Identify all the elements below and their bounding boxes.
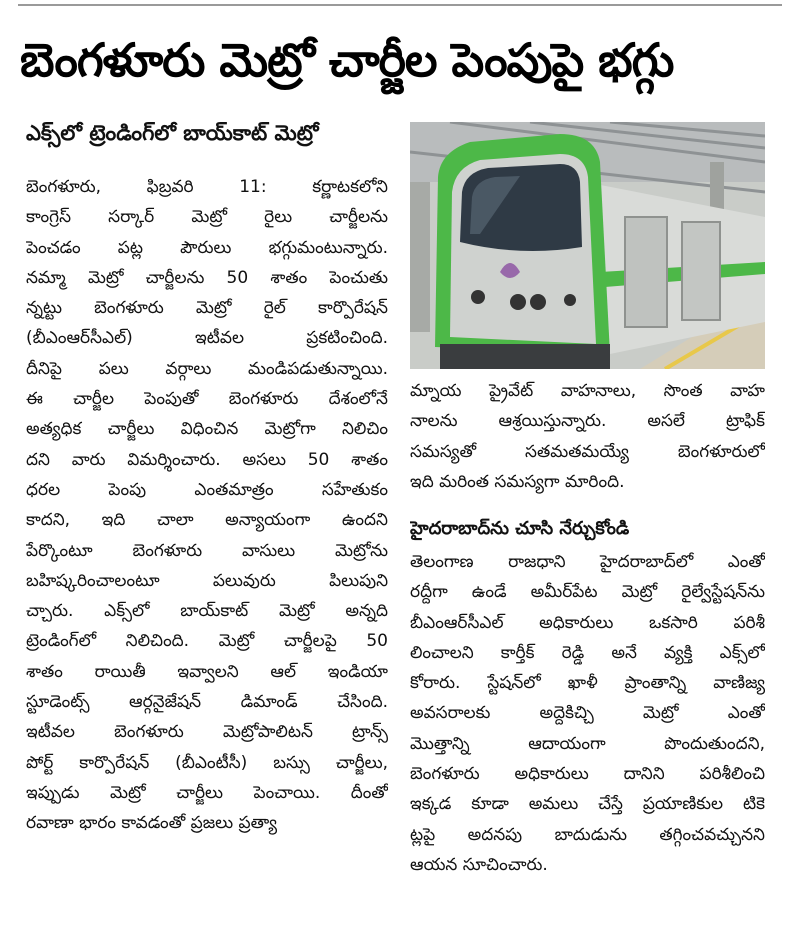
article-line: కోరారు. స్టేషన్‌లో ఖాళీ ప్రాంతాన్ని వాణిజ్య	[410, 673, 765, 694]
article-line: దీనిపై పలు వర్గాలు మండిపడుతున్నాయి.	[26, 358, 388, 379]
top-rule	[18, 4, 782, 6]
article-line: ధరల పెంపు ఎంతమాత్రం సహేతుకం	[26, 479, 388, 500]
article-line: చ్చారు. ఎక్స్‌లో బాయ్‌కాట్ మెట్రో అన్నది	[26, 601, 388, 622]
article-line: ఇటీవల బెంగళూరు మెట్రోపాలిటన్ ట్రాన్స్	[26, 722, 388, 743]
article-left-column	[26, 172, 388, 912]
article-line: పెంచడం పట్ల పౌరులు భగ్గుమంటున్నారు.	[26, 237, 388, 258]
article-line: కాంగ్రెస్ సర్కార్ మెట్రో రైలు చార్జీలను	[26, 207, 388, 228]
article-right-column-top	[410, 376, 765, 516]
article-line: రవాణా భారం కావడంతో ప్రజలు ప్రత్యా	[26, 813, 277, 834]
article-line: తెలంగాణ రాజధాని హైదరాబాద్‌లో ఎంతో	[410, 552, 765, 572]
article-line: ట్లపై అదనపు బాదుడును తగ్గించవచ్చునని	[410, 824, 765, 845]
article-line: ట్రెండింగ్‌లో నిలిచింది. మెట్రో చార్జీలపై 50	[26, 631, 388, 652]
article-line: నమ్మా మెట్రో చార్జీలను 50 శాతం పెంచుతు	[26, 267, 388, 288]
article-line: మ్నాయ ప్రైవేట్ వాహనాలు, సొంత వాహ	[410, 381, 765, 401]
article-line: నాలను ఆశ్రయిస్తున్నారు. అసలే ట్రాఫిక్	[410, 411, 765, 432]
article-line: న్నట్టు బెంగళూరు మెట్రో రైల్ కార్పొరేషన్	[26, 298, 388, 319]
subheadline: ఎక్స్‌లో ట్రెండింగ్‌లో బాయ్‌కాట్ మెట్రో	[26, 121, 319, 145]
article-right-column-bottom	[410, 547, 765, 912]
article-line: ఇక్కడ కూడా అమలు చేస్తే ప్రయాణికుల టికె	[410, 794, 765, 815]
article-line: కాదని, ఇది చాలా అన్యాయంగా ఉందని	[26, 510, 388, 531]
article-line: ఆయన సూచించారు.	[410, 854, 548, 875]
article-line: లించాలని కార్తీక్ రెడ్డి అనే వ్యక్తి ఎక్స్‌లో	[410, 642, 765, 663]
article-line: సమస్యతో సతమతమయ్యే బెంగళూరులో	[410, 441, 765, 462]
article-line: పోర్ట్ కార్పొరేషన్ (బీఎంటీసీ) బస్సు చార్జీలు,	[26, 752, 388, 773]
article-line: అత్యధిక చార్జీలు విధించిన మెట్రోగా నిలిచిం	[26, 419, 388, 440]
metro-train-photo	[410, 122, 765, 369]
article-line: ఇది మరింత సమస్యగా మారింది.	[410, 471, 625, 492]
section-heading: హైదరాబాద్‌ను చూసి నేర్చుకోండి	[410, 518, 630, 539]
article-line: అవసరాలకు అద్దెకిచ్చి మెట్రో ఎంతో	[410, 703, 765, 724]
article-line: రద్దీగా ఉండే అమీర్‌పేట మెట్రో రైల్వేస్టేషన్‌ను	[410, 582, 765, 603]
article-line: బహిష్కరించాలంటూ పలువురు పిలుపుని	[26, 570, 388, 591]
article-line: (బీఎంఆర్‌సీఎల్) ఇటీవల ప్రకటించింది.	[26, 328, 388, 349]
article-line: బీఎంఆర్‌సీఎల్ అధికారులు ఒకసారి పరిశీ	[410, 612, 765, 633]
article-line: శాతం రాయితీ ఇవ్వాలని ఆల్ ఇండియా	[26, 661, 388, 682]
article-line: ఇప్పుడు మెట్రో చార్జీలు పెంచాయి. దీంతో	[26, 782, 388, 803]
metro-train-icon	[410, 122, 765, 369]
article-line: బెంగళూరు, ఫిబ్రవరి 11: కర్ణాటకలోని	[26, 177, 388, 197]
article-line: బెంగళూరు అధికారులు దానిని పరిశీలించి	[410, 764, 765, 785]
article-line: మొత్తాన్ని ఆదాయంగా పొందుతుందని,	[410, 733, 765, 754]
article-line: పేర్కొంటూ బెంగళూరు వాసులు మెట్రోను	[26, 540, 388, 561]
article-line: ఈ చార్జీల పెంపుతో బెంగళూరు దేశంలోనే	[26, 389, 388, 410]
article-line: దని వారు విమర్శించారు. అసలు 50 శాతం	[26, 449, 388, 470]
article-line: స్టూడెంట్స్ ఆర్గనైజేషన్ డిమాండ్ చేసింది.	[26, 692, 388, 713]
headline: బెంగళూరు మెట్రో చార్జీల పెంపుపై భగ్గు	[20, 33, 674, 87]
